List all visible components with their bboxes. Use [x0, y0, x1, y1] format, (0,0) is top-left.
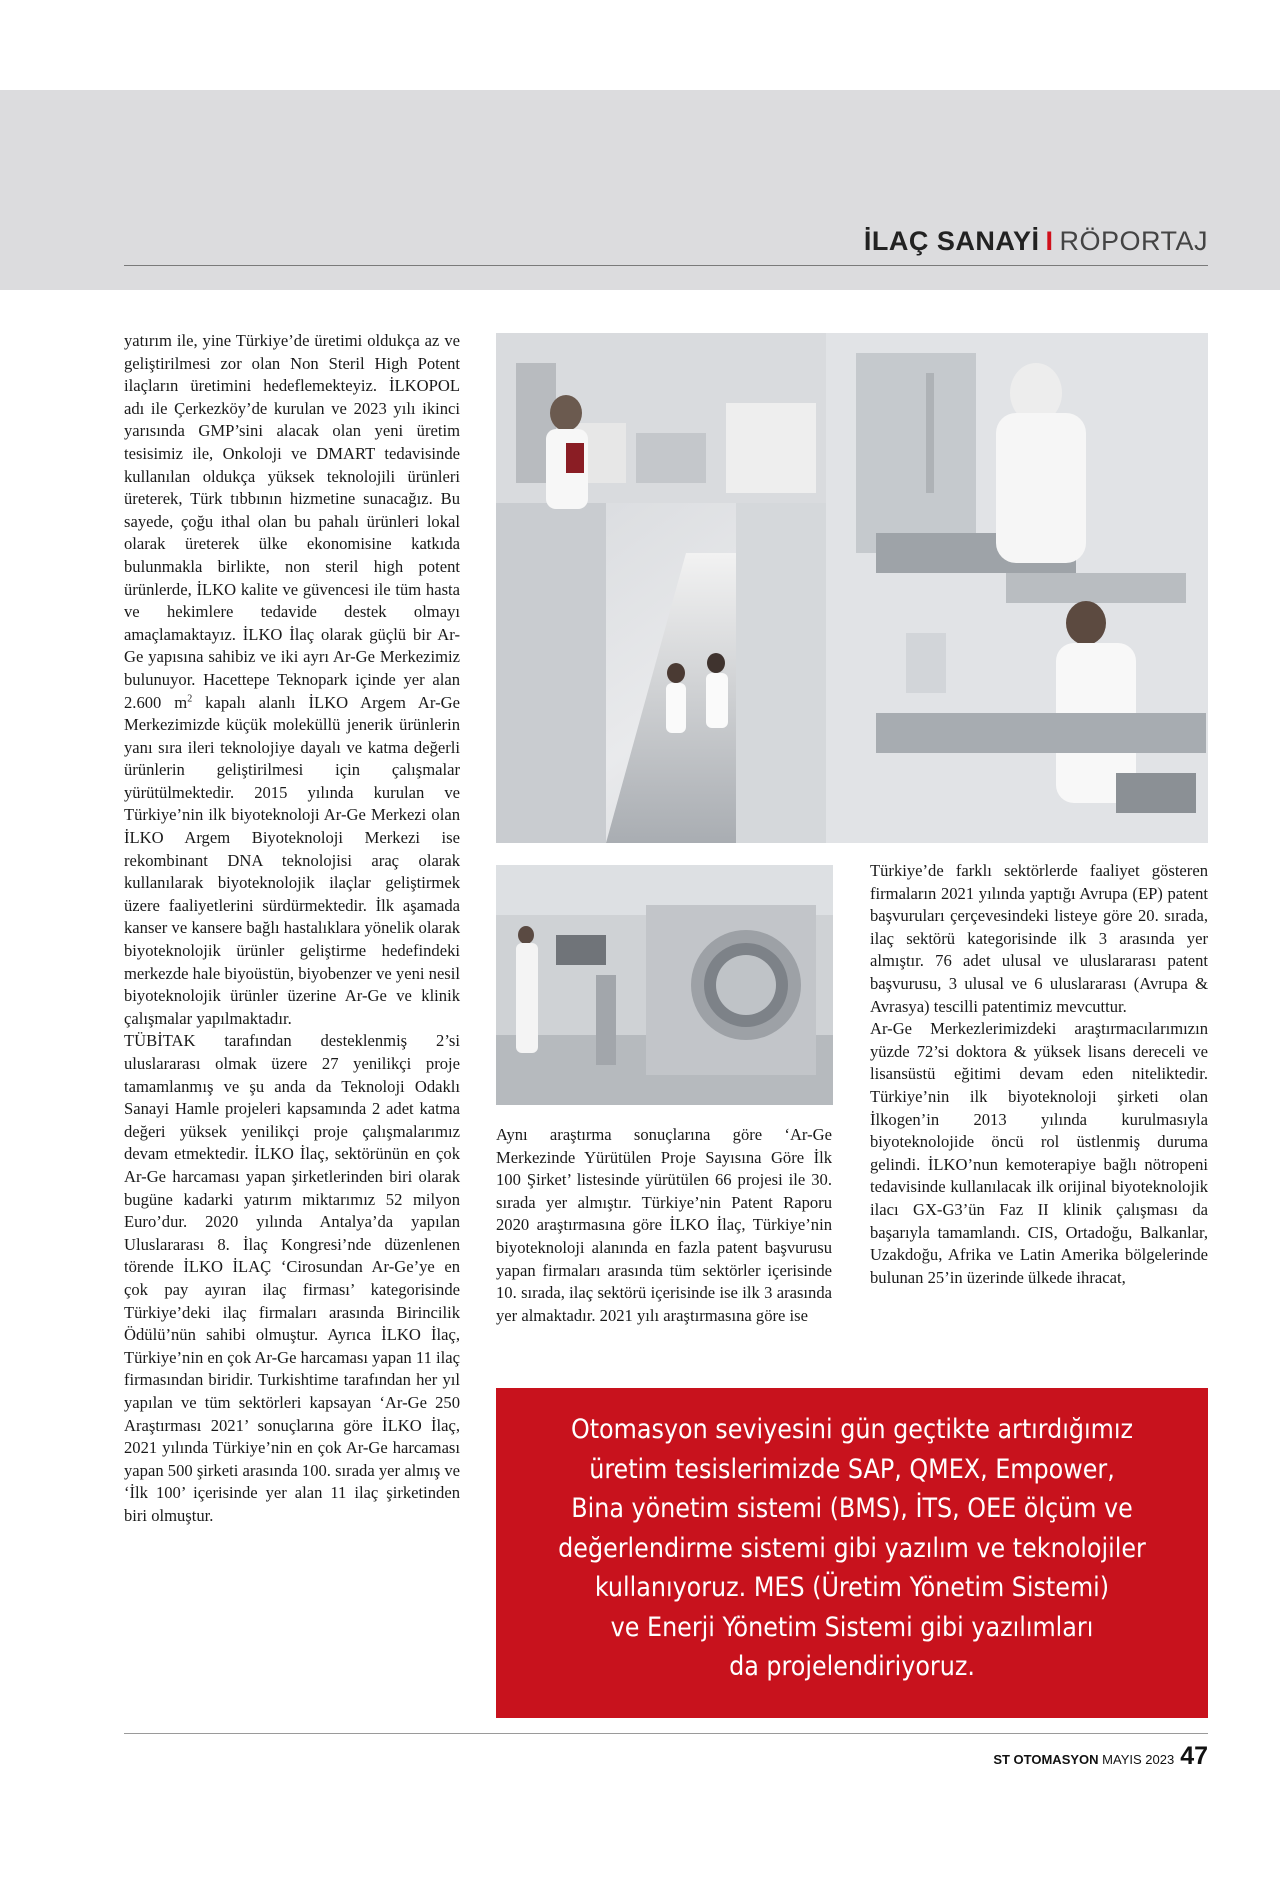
- quote-line: Bina yönetim sistemi (BMS), İTS, OEE ölçüm ve: [571, 1493, 1133, 1524]
- column3-paragraph-1: Türkiye’de farklı sektörlerde faaliyet gösteren firmaların 2021 yılında yaptığı Avrupa (EP) patent başvuruları çerçevesindeki listeye göre 20. sırada, ilaç sektörü kategorisinde ilk 3 arasında yer almıştır. 76 adet ulusal ve uluslararası patent başvurusu, 3 ulusal ve 6 uluslararası (Avrupa & Avrasya) tescilli patentimiz mevcuttur.: [870, 861, 1208, 1016]
- quote-line: da projelendiriyoruz.: [729, 1651, 975, 1682]
- header-rule: [124, 265, 1208, 266]
- quote-line: Otomasyon seviyesini gün geçtikte artırdığımız: [570, 1414, 1134, 1445]
- footer-rule: [124, 1733, 1208, 1734]
- quote-line: ve Enerji Yönetim Sistemi gibi yazılımları: [610, 1611, 1094, 1643]
- page-number: 47: [1180, 1742, 1208, 1770]
- top-gray-band: [0, 90, 1280, 290]
- column1-paragraph-1: [124, 330, 460, 1030]
- column1-text-a: yatırım ile, yine Türkiye’de üretimi oldukça az ve geliştirilmesi zor olan Non Steril High Potent ilaçların üretimini hedeflemekteyiz. İLKOPOL adı ile Çerkezköy’de kurulan ve 2023 yılı ikinci yarısında GMP’sini alacak olan yeni üretim tesisimiz ile, Onkoloji ve DMART tedavisinde kullanılan oldukça yüksek teknolojili ürünleri üreterek, Türk tıbbının hizmetine sunacağız. Bu sayede, çoğu ithal olan bu pahalı ürünleri lokal olarak üreterek ülke ekonomisine katkıda bulunmakla birlikte, non steril high potent ürünlerde, İLKO kalite ve güvencesi ile tüm hasta ve hekimlere tedavide destek olmayı amaçlamaktayız. İLKO İlaç olarak güçlü bir Ar-Ge yapısına sahibiz ve iki ayrı Ar-Ge Merkezimiz bulunuyor. Hacettepe Teknopark içinde yer alan 2.600 m: [124, 331, 460, 712]
- column2-paragraph: Aynı araştırma sonuçlarına göre ‘Ar-Ge Merkezinde Yürütülen Proje Sayısına Göre İlk 100 Şirket’ listesinde yürütülen 66 projesi ile 30. sırada yer almıştır. Türkiye’nin Patent Raporu 2020 araştırmasına göre İLKO İlaç, Türkiye’nin biyoteknoloji alanında en fazla patent başvurusu yapan firmaları arasında tüm sektörler içerisinde 10. sırada, ilaç sektörü içerisinde ise ilk 3 arasında yer almaktadır. 2021 yılı araştırmasına göre ise: [496, 1125, 832, 1325]
- column1-paragraph-2: TÜBİTAK tarafından desteklenmiş 2’si uluslararası olmak üzere 27 yenilikçi proje tamamlanmış ve şu anda da Teknoloji Odaklı Sanayi Hamle projeleri kapsamında 2 adet katma değeri yüksek yenilikçi proje çalışmalarımız devam etmektedir. İLKO İlaç, sektörünün en çok Ar-Ge harcaması yapan şirketlerinden biri olarak bugüne kadarki yatırım miktarımız 52 milyon Euro’dur. 2020 yılında Antalya’da yapılan Uluslararası 8. İlaç Kongresi’nde düzenlenen törende İLKO İLAÇ ‘Cirosundan Ar-Ge’ye en çok pay ayıran ilaç firması’ kategorisinde Türkiye’deki ilaç firmaları arasında Birincilik Ödülü’nün sahibi olmuştur. Ayrıca İLKO İlaç, Türkiye’nin en çok Ar-Ge harcaması yapan 11 ilaç firmasından biridir. Turkishtime tarafından her yıl yapılan ve tüm sektörleri kapsayan ‘Ar-Ge 250 Araştırması 2021’ sonuçlarına göre İLKO İlaç, 2021 yılında Türkiye’nin en çok Ar-Ge harcaması yapan 500 şirketi arasında 100. sırada yer almış ve ‘İlk 100’ içerisinde yer alan 11 ilaç şirketinden biri olmuştur.: [124, 1031, 460, 1525]
- pull-quote-box: [496, 1388, 1208, 1718]
- section-name: İLAÇ SANAYİ: [863, 226, 1040, 256]
- column1-text-b: kapalı alanlı İLKO Argem Ar-Ge Merkezimizde küçük moleküllü jenerik ürünlerin yanı sıra ileri teknolojiye dayalı ve katma değerli ürünlerin geliştirilmesi için çalışmalar yürütülmektedir. 2015 yılında kurulan ve Türkiye’nin ilk biyoteknoloji Ar-Ge Merkezi olan İLKO Argem Biyoteknoloji Merkezi ise rekombinant DNA teknolojisi araç olarak kullanılarak biyoteknolojik ilaçlar geliştirmek üzere faaliyetlerini sürdürmektedir. İlk aşamada kanser ve kansere bağlı hastalıklara yönelik olarak biyoteknolojik ürünler geliştirme hedefindeki merkezde hale biyoüstün, biyobenzer ve yeni nesil biyoteknolojik ürünler üzerine Ar-Ge ve klinik çalışmalar yapılmaktadır.: [124, 692, 460, 1028]
- section-separator: I: [1045, 226, 1054, 256]
- column3-paragraph-2: Ar-Ge Merkezlerimizdeki araştırmacılarımızın yüzde 72’si doktora & yüksek lisans dereceli ve lisansüstü eğitimi devam eden niteliktedir. Türkiye’nin ilk biyoteknoloji şirketi olan İlkogen’in 2013 yılında kurulmasıyla biyoteknolojide öncü rol üstlenmiş duruma gelindi. İLKO’nun kemoterapiye bağlı nötropeni tedavisinde kullanılacak ilk orijinal biyoteknolojik ilacı GX-G3’ün Faz II klinik çalışması da başarıyla tamamlandı. CIS, Ortadoğu, Balkanlar, Uzakdoğu, Afrika ve Latin Amerika bölgelerinde bulunan 25’in üzerinde ülkede ihracat,: [870, 1019, 1208, 1287]
- production-machine-photo: [496, 865, 833, 1105]
- pull-quote-text: [516, 1410, 1188, 1687]
- quote-line: değerlendirme sistemi gibi yazılım ve teknolojiler: [558, 1532, 1146, 1564]
- section-header: [864, 226, 1208, 257]
- magazine-name: ST OTOMASYON: [993, 1752, 1099, 1767]
- issue-date: MAYIS 2023: [1098, 1752, 1175, 1767]
- lab-collage-photo: [496, 333, 1208, 843]
- text-column-1: [124, 330, 460, 1527]
- quote-line: üretim tesislerimizde SAP, QMEX, Empower,: [589, 1453, 1115, 1485]
- subsection-name: RÖPORTAJ: [1059, 226, 1208, 256]
- text-column-3: [870, 860, 1208, 1289]
- text-column-2: [496, 1124, 832, 1327]
- quote-line: kullanıyoruz. MES (Üretim Yönetim Sistemi): [594, 1572, 1110, 1603]
- superscript: 2: [187, 692, 193, 704]
- page-footer: [993, 1742, 1208, 1771]
